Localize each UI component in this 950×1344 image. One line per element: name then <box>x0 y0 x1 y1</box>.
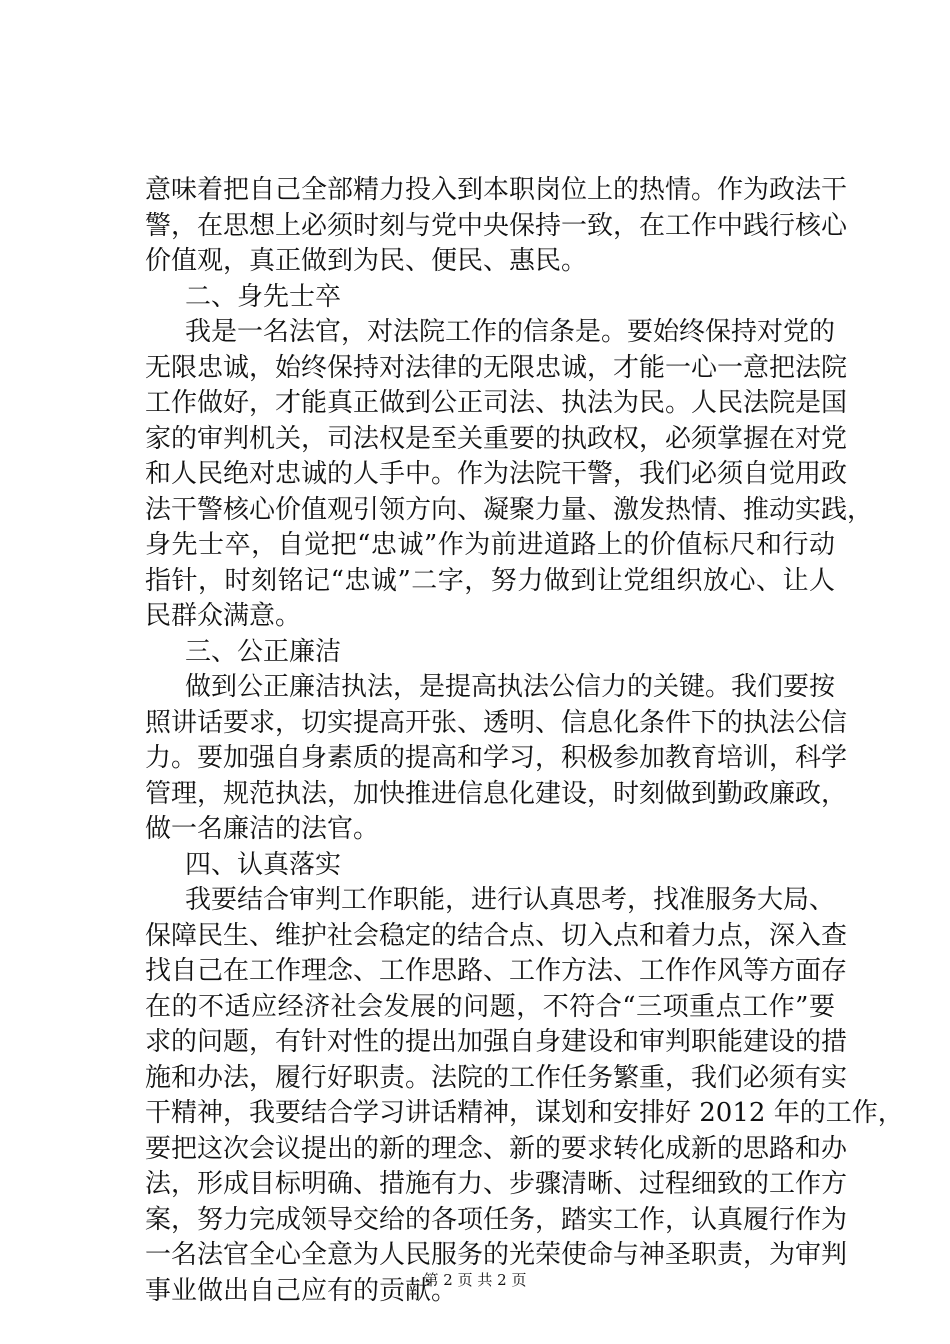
page-number-footer: 第 2 页 共 2 页 <box>423 1271 527 1289</box>
text-line: 和人民绝对忠诚的人手中。作为法院干警，我们必须自觉用政 <box>145 459 848 489</box>
text-line: 照讲话要求，切实提高开张、透明、信息化条件下的执法公信 <box>145 707 848 738</box>
document-body <box>145 173 904 1309</box>
text-line: 身先士卒，自觉把“忠诚”作为前进道路上的价值标尺和行动 <box>145 530 835 560</box>
text-line: 找自己在工作理念、工作思路、工作方法、工作作风等方面存 <box>145 956 848 986</box>
text-line: 要把这次会议提出的新的理念、新的要求转化成新的思路和办 <box>145 1133 848 1164</box>
section-heading: 四、认真落实 <box>185 849 342 880</box>
text-line: 保障民生、维护社会稳定的结合点、切入点和着力点，深入查 <box>145 920 848 951</box>
text-line: 力。要加强自身素质的提高和学习，积极参加教育培训，科学 <box>145 743 848 773</box>
text-line: 民群众满意。 <box>145 601 302 631</box>
text-line: 在的不适应经济社会发展的问题，不符合“三项重点工作”要 <box>145 991 835 1022</box>
text-line: 做一名廉洁的法官。 <box>145 814 380 844</box>
text-line: 价值观，真正做到为民、便民、惠民。 <box>145 246 588 276</box>
text-line: 案，努力完成领导交给的各项任务，踏实工作，认真履行作为 <box>145 1204 848 1235</box>
text-line: 管理，规范执法，加快推进信息化建设，时刻做到勤政廉政， <box>145 778 848 809</box>
text-line: 工作做好，才能真正做到公正司法、执法为民。人民法院是国 <box>145 388 848 418</box>
text-line: 指针，时刻铭记“忠诚”二字，努力做到让党组织放心、让人 <box>145 565 835 596</box>
text-line: 一名法官全心全意为人民服务的光荣使命与神圣职责，为审判 <box>145 1240 848 1270</box>
text-line: 干精神，我要结合学习讲话精神，谋划和安排好 2012 年的工作， <box>145 1098 904 1128</box>
section-heading: 三、公正廉洁 <box>185 636 342 667</box>
text-line: 我是一名法官，对法院工作的信条是。要始终保持对党的 <box>185 317 836 347</box>
section-heading: 二、身先士卒 <box>185 281 342 312</box>
text-line: 我要结合审判工作职能，进行认真思考，找准服务大局、 <box>185 885 836 915</box>
text-line: 法，形成目标明确、措施有力、步骤清晰、过程细致的工作方 <box>145 1169 848 1199</box>
text-line: 做到公正廉洁执法，是提高执法公信力的关键。我们要按 <box>185 672 836 702</box>
text-line: 警，在思想上必须时刻与党中央保持一致，在工作中践行核心 <box>145 210 848 241</box>
text-line: 意味着把自己全部精力投入到本职岗位上的热情。作为政法干 <box>145 175 848 205</box>
text-line: 家的审判机关，司法权是至关重要的执政权，必须掌握在对党 <box>145 423 848 454</box>
text-line: 无限忠诚，始终保持对法律的无限忠诚，才能一心一意把法院 <box>145 352 848 383</box>
text-line: 施和办法，履行好职责。法院的工作任务繁重，我们必须有实 <box>145 1062 848 1093</box>
text-line: 法干警核心价值观引领方向、凝聚力量、激发热情、推动实践， <box>145 494 874 525</box>
text-line: 求的问题，有针对性的提出加强自身建设和审判职能建设的措 <box>145 1027 848 1057</box>
text-line: 事业做出自己应有的贡献。 <box>145 1275 458 1306</box>
